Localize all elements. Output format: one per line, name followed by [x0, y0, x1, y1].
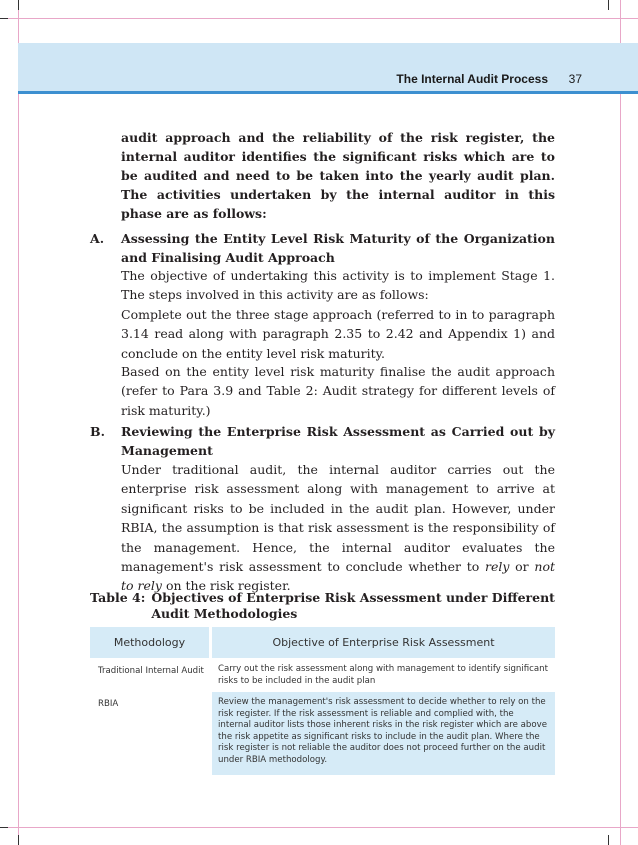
- running-head: The Internal Audit Process: [396, 72, 548, 86]
- table-cell-objective: Review the management's risk assessment to decide whether to rely on the risk register. If the risk assessment is reliable and complied with, the internal auditor lists those inherent risks in the risk register which are above the risk appetite as significant risks to include in the audit plan. Where the risk register is not reliable the auditor does not proceed further on the audit under RBIA methodology.: [212, 692, 555, 775]
- crop-mark: [0, 18, 8, 19]
- section-b-paragraph: [121, 460, 555, 596]
- section-a-paragraph-2: Complete out the three stage approach (referred to in to paragraph 3.14 read along with paragraph 2.35 to 2.42 and Appendix 1) and conclude on the entity level risk maturity.: [121, 307, 555, 361]
- not-to-rely-term: not to rely: [121, 559, 555, 594]
- section-a-letter: A.: [90, 231, 105, 246]
- trim-line-left: [18, 0, 19, 845]
- table-header-objective: Objective of Enterprise Risk Assessment: [212, 627, 555, 658]
- table-cell-methodology: Traditional Internal Audit: [90, 660, 209, 690]
- trim-line-top: [0, 18, 638, 19]
- table-cell-objective: Carry out the risk assessment along with management to identify significant risks to be included in the audit plan: [212, 660, 555, 690]
- crop-mark: [608, 0, 609, 10]
- header-rule: [18, 91, 638, 94]
- trim-line-bottom: [0, 827, 638, 828]
- table-cell-methodology: RBIA: [90, 692, 209, 775]
- section-b-letter: B.: [90, 424, 105, 439]
- table-row: [90, 692, 555, 775]
- table-header-methodology: Methodology: [90, 627, 209, 658]
- crop-mark: [18, 835, 19, 845]
- section-b-text-2: on the risk register.: [161, 578, 291, 594]
- rely-term: rely: [484, 559, 510, 575]
- trim-line-right: [620, 0, 621, 845]
- table-caption: [90, 590, 560, 622]
- objectives-table: [90, 627, 555, 775]
- table-row: [90, 660, 555, 690]
- page-number: 37: [568, 72, 582, 86]
- crop-mark: [18, 0, 19, 10]
- table-caption-label: Table 4:: [90, 590, 146, 605]
- crop-mark: [608, 835, 609, 845]
- section-a-heading: Assessing the Entity Level Risk Maturity of the Organization and Finalising Audit Approach: [121, 231, 555, 265]
- crop-mark: [0, 827, 8, 828]
- table-caption-text: Objectives of Enterprise Risk Assessment under Different Audit Methodologies: [151, 590, 555, 621]
- section-b-or: or: [509, 559, 535, 575]
- section-a-paragraph-3: Based on the entity level risk maturity finalise the audit approach (refer to Para 3.9 and Table 2: Audit strategy for different levels of risk maturity.): [121, 364, 555, 418]
- section-b-heading: Reviewing the Enterprise Risk Assessment as Carried out by Management: [121, 424, 555, 458]
- section-a-paragraph-1: The objective of undertaking this activity is to implement Stage 1. The steps involved in this activity are as follows:: [121, 268, 555, 303]
- table-header-row: [90, 627, 555, 658]
- section-b-text-1: Under traditional audit, the internal auditor carries out the enterprise risk assessment along with management to arrive at significant risks to be included in the audit plan. However, under RBIA, the assumption is that risk assessment is the responsibility of the management. Hence, the internal auditor evaluates the management's risk assessment to conclude whether to: [121, 462, 555, 575]
- intro-paragraph: audit approach and the reliability of the risk register, the internal auditor identifies the significant risks which are to be audited and need to be taken into the yearly audit plan. The activities undertaken by the internal auditor in this phase are as follows:: [121, 130, 555, 221]
